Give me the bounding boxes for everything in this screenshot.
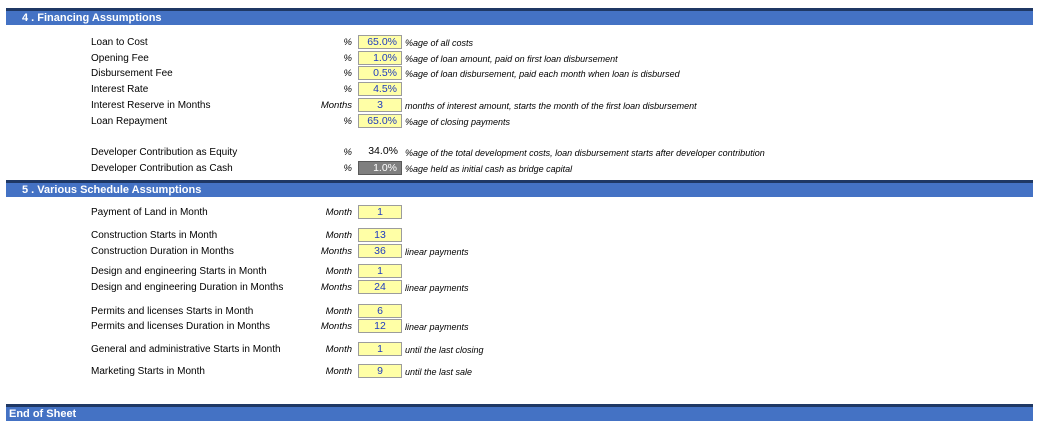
row-label: Payment of Land in Month	[91, 207, 208, 218]
marketing-start-input[interactable]: 9	[358, 364, 402, 378]
row-unit: %	[343, 163, 352, 174]
row-label: Loan to Cost	[91, 37, 148, 48]
row-label: Construction Duration in Months	[91, 246, 234, 257]
interest-rate-input[interactable]: 4.5%	[358, 82, 402, 96]
row-note: %age of all costs	[405, 38, 474, 48]
row-note: until the last closing	[405, 345, 484, 355]
row-label: Developer Contribution as Equity	[91, 147, 238, 158]
opening-fee-input[interactable]: 1.0%	[358, 51, 402, 65]
row-label: Marketing Starts in Month	[91, 366, 205, 377]
row-note: %age of loan amount, paid on first loan disbursement	[405, 54, 618, 64]
row-label: Permits and licenses Starts in Month	[91, 306, 254, 317]
row-unit: %	[343, 68, 352, 79]
developer-equity-value: 34.0%	[368, 145, 398, 157]
row-label: Interest Reserve in Months	[91, 100, 211, 111]
row-note: %age held as initial cash as bridge capital	[405, 164, 573, 174]
row-note: until the last sale	[405, 367, 473, 377]
row-label: Disbursement Fee	[91, 68, 173, 79]
row-note: %age of closing payments	[405, 117, 511, 127]
row-unit: %	[343, 147, 352, 158]
row-unit: Month	[325, 344, 352, 355]
permits-duration-input[interactable]: 12	[358, 319, 402, 333]
disbursement-fee-input[interactable]: 0.5%	[358, 66, 402, 80]
section-5-header	[6, 180, 1033, 197]
row-label: Construction Starts in Month	[91, 230, 218, 241]
row-label: Permits and licenses Duration in Months	[91, 321, 270, 332]
row-label: Developer Contribution as Cash	[91, 163, 233, 174]
loan-repayment-input[interactable]: 65.0%	[358, 114, 402, 128]
ga-start-input[interactable]: 1	[358, 342, 402, 356]
row-note: linear payments	[405, 322, 469, 332]
row-unit: %	[343, 37, 352, 48]
loan-to-cost-input[interactable]: 65.0%	[358, 35, 402, 49]
row-unit: %	[343, 116, 352, 127]
row-note: linear payments	[405, 247, 469, 257]
construction-start-input[interactable]: 13	[358, 228, 402, 242]
design-start-input[interactable]: 1	[358, 264, 402, 278]
end-of-sheet-label: End of Sheet	[9, 408, 77, 420]
row-unit: Months	[320, 321, 352, 332]
row-unit: %	[343, 84, 352, 95]
row-label: Interest Rate	[91, 84, 149, 95]
row-unit: Months	[320, 100, 352, 111]
design-duration-input[interactable]: 24	[358, 280, 402, 294]
end-of-sheet-band	[6, 404, 1033, 421]
row-unit: Months	[320, 246, 352, 257]
row-label: Opening Fee	[91, 53, 149, 64]
section-4-header	[6, 8, 1033, 25]
row-unit: %	[343, 53, 352, 64]
row-unit: Months	[320, 282, 352, 293]
row-label: Design and engineering Starts in Month	[91, 266, 267, 277]
row-unit: Month	[325, 306, 352, 317]
row-label: General and administrative Starts in Month	[91, 344, 281, 355]
interest-reserve-months-input[interactable]: 3	[358, 98, 402, 112]
construction-duration-input[interactable]: 36	[358, 244, 402, 258]
row-note: months of interest amount, starts the month of the first loan disbursement	[405, 101, 697, 111]
land-payment-month-input[interactable]: 1	[358, 205, 402, 219]
row-label: Loan Repayment	[91, 116, 168, 127]
row-label: Design and engineering Duration in Months	[91, 282, 284, 293]
row-note: %age of the total development costs, loan disbursement starts after developer contribution	[405, 148, 765, 158]
row-note: %age of loan disbursement, paid each month when loan is disbursed	[405, 69, 680, 79]
row-unit: Month	[325, 366, 352, 377]
permits-start-input[interactable]: 6	[358, 304, 402, 318]
row-unit: Month	[325, 266, 352, 277]
row-unit: Month	[325, 207, 352, 218]
row-note: linear payments	[405, 283, 469, 293]
developer-cash-input[interactable]: 1.0%	[358, 161, 402, 175]
row-unit: Month	[325, 230, 352, 241]
section-4-title: 4 . Financing Assumptions	[22, 12, 162, 24]
section-5-title: 5 . Various Schedule Assumptions	[22, 184, 202, 196]
